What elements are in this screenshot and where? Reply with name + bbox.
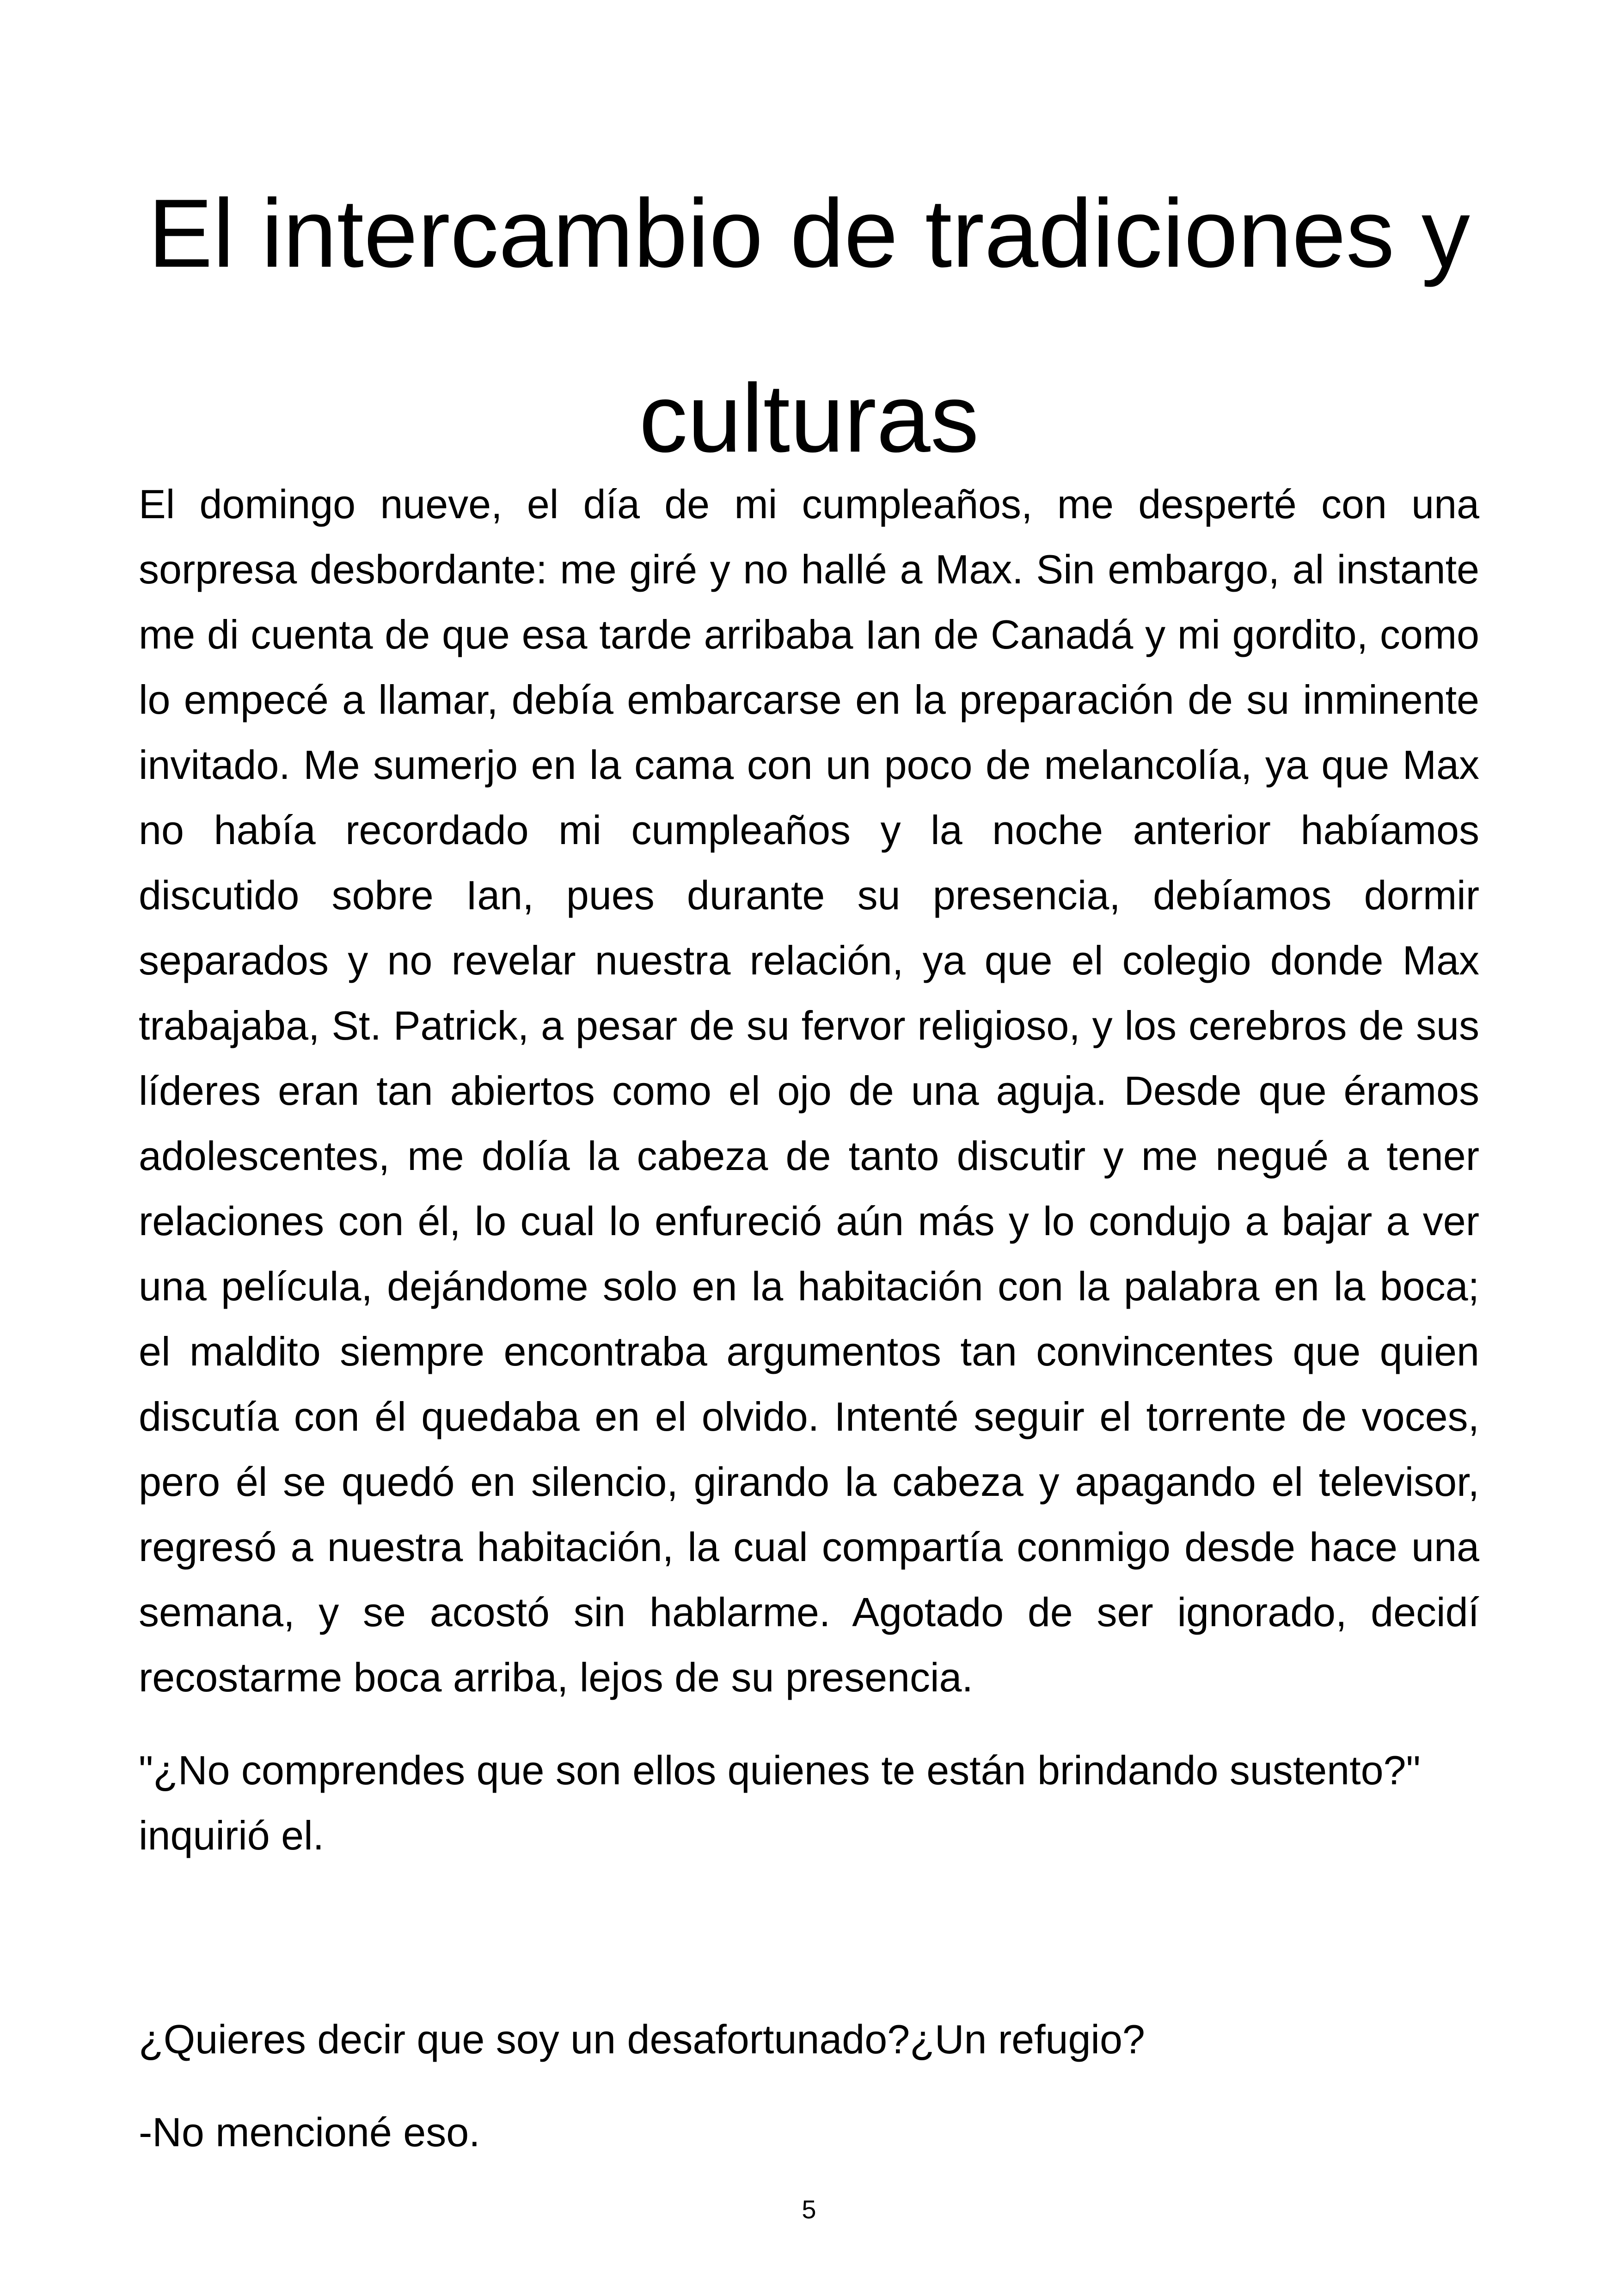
paragraph-narrative: El domingo nueve, el día de mi cumpleaños, me desperté con una sorpresa desbordante: me giré y no hallé a Max. Sin embargo, al instante me di cuenta de que esa tarde arribaba Ian de Canadá y mi gordito, como lo empecé a llamar, debía embarcarse en la preparación de su inminente invitado. Me sumerjo en la cama con un poco de melancolía, ya que Max no había recordado mi cumpleaños y la noche anterior habíamos discutido sobre Ian, pues durante su presencia, debíamos dormir separados y no revelar nuestra relación, ya que el colegio donde Max trabajaba, St. Patrick, a pesar de su fervor religioso, y los cerebros de sus líderes eran tan abiertos como el ojo de una aguja. Desde que éramos adolescentes, me dolía la cabeza de tanto discutir y me negué a tener relaciones con él, lo cual lo enfureció aún más y lo condujo a bajar a ver una película, dejándome solo en la habitación con la palabra en la boca; el maldito siempre encontraba argumentos tan convincentes que quien discutía con él quedaba en el olvido. Intenté seguir el torrente de voces, pero él se quedó en silencio, girando la cabeza y apagando el televisor, regresó a nuestra habitación, la cual compartía conmigo desde hace una semana, y se acostó sin hablarme. Agotado de ser ignorado, decidí recostarme boca arriba, lejos de su presencia. [139, 481, 1479, 1700]
chapter-title: El intercambio de tradiciones y culturas [148, 179, 1470, 472]
blank-space [139, 1896, 1479, 2007]
paragraph-dialogue: "¿No comprendes que son ellos quienes te están brindando sustento?" inquirió el. [139, 1747, 1421, 1858]
page-number: 5 [802, 2195, 816, 2224]
paragraph-dialogue: ¿Quieres decir que soy un desafortunado?¿Un refugio? [139, 2016, 1145, 2062]
body-text [139, 471, 1479, 2192]
paragraph-dialogue: -No mencioné eso. [139, 2109, 480, 2155]
